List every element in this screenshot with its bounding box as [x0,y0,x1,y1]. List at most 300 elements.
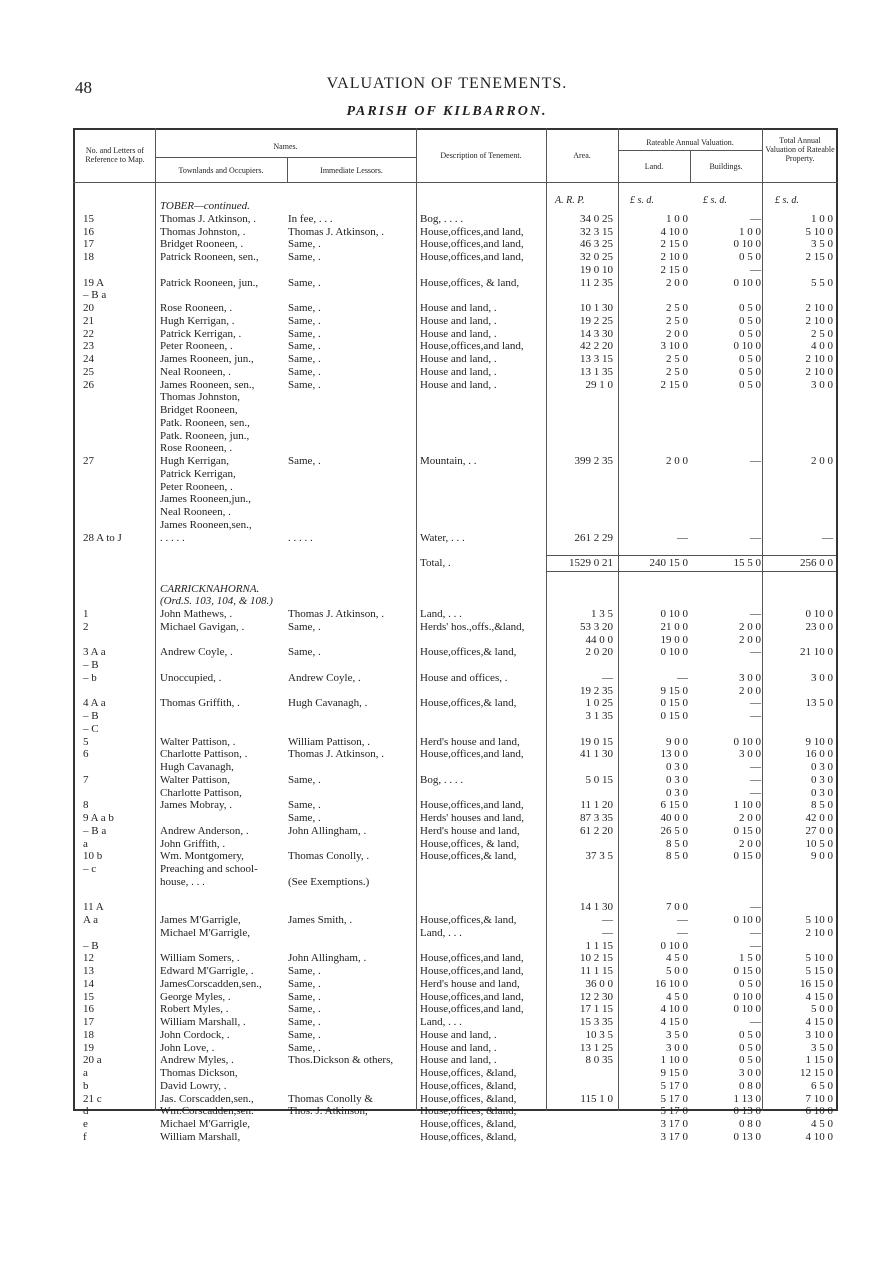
land-value-cell: 3 17 0 [660,1130,688,1143]
lessor-cell: Thomas J. Atkinson, . [288,608,384,620]
buildings-value-cell: 0 5 0 [739,353,761,365]
occupier-cell: Unoccupied, . [160,671,222,684]
description-cell: House and land, . [420,353,497,365]
description-cell: House,offices,and land, [420,225,524,238]
buildings-value-cell: 0 15 0 [733,824,761,837]
description-cell: House,offices, &land, [420,1092,517,1105]
row-ref: – B [83,710,99,722]
area-cell: 53 3 20 [580,620,613,633]
lessor-cell: Andrew Coyle, . [288,671,361,684]
land-value-cell: — [677,926,688,939]
occupier-cell: Wm. Montgomery, [160,850,244,863]
row-ref: d [83,1105,89,1118]
land-value-cell: 0 15 0 [660,697,688,710]
occupier-cell: Hugh Cavanagh, [160,761,234,773]
buildings-value-cell: — [750,263,761,276]
buildings-value-cell: 3 0 0 [739,1067,761,1079]
total-value-cell: 2 5 0 [811,327,833,340]
land-value-cell: 2 15 0 [660,378,688,391]
row-ref: 24 [83,353,94,365]
table-row [75,978,835,991]
occupier-cell: Walter Pattison, . [160,735,236,748]
occupier-cell: James Mobray, . [160,799,232,812]
occupier-cell: David Lowry, . [160,1079,227,1092]
row-ref: b [83,1079,89,1092]
total-value-cell: 8 5 0 [811,799,833,812]
land-value-cell: 2 15 0 [660,263,688,276]
occupier-cell: James Rooneen,jun., [160,493,252,506]
land-value-cell: 19 0 0 [660,633,688,646]
occupier-cell: John Cordock, . [160,1028,230,1041]
occupier-cell: Peter Rooneen, . [160,340,233,353]
area-cell: — [602,671,613,684]
description-cell: House,offices,and land, [420,340,524,353]
lessor-cell: Same, . [288,990,321,1003]
lessor-cell: Same, . [288,378,321,391]
occupier-cell: Thomas Dickson, [160,1067,238,1079]
lessor-cell: Same, . [288,1028,321,1041]
page-number: 48 [75,78,92,97]
table-row [75,812,835,825]
buildings-value-cell: 0 5 0 [739,1041,761,1054]
description-cell: Herds' hos.,offs.,&land, [420,620,525,633]
row-ref: 12 [83,952,94,965]
table-row [75,787,835,800]
area-cell: 41 1 30 [580,748,613,761]
table-row [75,659,835,672]
row-ref: a [83,1067,88,1079]
row-ref: A a [83,914,98,926]
buildings-value-cell: 0 5 0 [739,977,761,990]
lessor-cell: Same, . [288,1016,321,1028]
occupier-cell: Preaching and school- [160,863,258,875]
buildings-value-cell: 1 13 0 [733,1092,761,1105]
row-ref: 21 c [83,1092,102,1105]
parish-title: PARISH OF KILBARRON. [346,104,548,119]
area-cell: 14 1 30 [580,901,613,914]
row-ref: 15 [83,990,94,1003]
area-cell: 3 1 35 [585,710,613,722]
buildings-value-cell: 3 0 0 [739,671,761,684]
land-units: £ s. d. [630,195,654,206]
area-cell: 29 1 0 [585,378,613,391]
total-value-cell: 0 3 0 [811,773,833,786]
area-cell: 14 3 30 [580,327,613,340]
land-value-cell: 240 15 0 [649,557,688,569]
occupier-cell: Andrew Anderson, . [160,824,249,837]
lessor-cell: Same, . [288,1003,321,1016]
table-row [75,736,835,749]
land-value-cell: 2 5 0 [666,353,688,365]
lessor-cell: Thos. J. Atkinson, [288,1105,368,1118]
land-value-cell: 4 15 0 [660,1016,688,1028]
land-value-cell: 8 5 0 [666,850,688,863]
total-value-cell: 5 0 0 [811,1003,833,1016]
header-description: Description of Tenement. [440,151,522,160]
row-ref: 18 [83,1028,94,1041]
total-value-cell: 2 10 0 [805,926,833,939]
total-value-cell: 5 10 0 [805,225,833,238]
table-row [75,1080,835,1093]
table-row [75,723,835,736]
total-value-cell: 16 15 0 [800,977,833,990]
description-cell: House,offices,& land, [420,850,517,863]
lessor-cell: Same, . [288,251,321,263]
description-cell: House,offices, &land, [420,1118,517,1130]
description-cell: House,offices, &land, [420,1105,517,1118]
occupier-cell: Neal Rooneen, . [160,506,231,518]
description-cell: House and land, . [420,365,497,378]
table-row [75,799,835,812]
description-cell: House and land, . [420,1041,497,1054]
lessor-cell: Same, . [288,965,321,977]
table-row [75,366,835,379]
buildings-value-cell: 3 0 0 [739,748,761,761]
total-value-cell: 4 5 0 [811,1118,833,1130]
area-cell: 36 0 0 [585,977,613,990]
description-cell: House and land, . [420,327,497,340]
table-row [75,1042,835,1055]
buildings-value-cell: 0 10 0 [733,914,761,926]
occupier-cell: Michael M'Garrigle, [160,926,250,939]
row-ref: 19 A [83,276,105,289]
area-cell: 15 3 35 [580,1016,613,1028]
row-ref: – c [83,863,97,875]
area-cell: 13 1 25 [580,1041,613,1054]
header-area: Area. [573,151,591,160]
area-cell: 61 2 20 [580,824,613,837]
total-value-cell: 4 0 0 [811,340,833,353]
occupier-cell: James Rooneen,sen., [160,518,252,531]
total-value-cell: 256 0 0 [800,557,833,569]
description-cell: Herd's house and land, [420,824,520,837]
total-value-cell: 6 10 0 [805,1105,833,1118]
total-value-cell: 5 10 0 [805,952,833,965]
total-value-cell: 4 15 0 [805,1016,833,1028]
total-value-cell: 0 3 0 [811,761,833,773]
lessor-cell: (See Exemptions.) [288,875,370,888]
buildings-value-cell: 0 5 0 [739,314,761,327]
total-value-cell: 6 5 0 [811,1079,833,1092]
description-cell: House,offices, &land, [420,1130,517,1143]
buildings-value-cell: 0 13 0 [733,1105,761,1118]
land-value-cell: 26 5 0 [660,824,688,837]
table-row [75,685,835,698]
land-value-cell: 3 17 0 [660,1118,688,1130]
table-row [75,302,835,315]
row-ref: a [83,837,88,850]
header-rateable: Rateable Annual Valuation. [646,138,734,147]
row-ref: 7 [83,773,89,786]
occupier-cell: CARRICKNAHORNA. [160,582,260,595]
table-row [75,481,835,494]
area-cell: 19 0 10 [580,263,613,276]
area-cell: 11 1 15 [580,965,613,977]
land-value-cell: 0 10 0 [660,646,688,659]
table-row [75,1067,835,1080]
buildings-value-cell: 0 8 0 [739,1118,761,1130]
occupier-cell: James Rooneen, jun., [160,353,254,365]
area-cell: 11 1 20 [580,799,613,812]
lessor-cell: William Pattison, . [288,735,371,748]
table-row [75,914,835,927]
buildings-value-cell: 0 5 0 [739,251,761,263]
occupier-cell: Thomas Johnston, . [160,225,246,238]
occupier-cell: George Myles, . [160,990,231,1003]
land-value-cell: 6 15 0 [660,799,688,812]
occupier-cell: Edward M'Garrigle, . [160,965,254,977]
area-cell: 46 3 25 [580,238,613,251]
land-value-cell: 9 15 0 [660,1067,688,1079]
total-value-cell: 21 10 0 [800,646,833,659]
row-ref: 21 [83,314,94,327]
table-row [75,1016,835,1029]
area-cell: 11 2 35 [580,276,613,289]
row-ref: 20 [83,302,94,314]
occupier-cell: Bridget Rooneen, . [160,238,244,251]
buildings-value-cell: — [750,773,761,786]
lessor-cell: Thos.Dickson & others, [288,1054,394,1067]
description-cell: Land, . . . [420,608,462,620]
total-value-cell: 42 0 0 [805,812,833,824]
occupier-cell: Hugh Kerrigan, [160,455,230,467]
buildings-value-cell: — [750,710,761,722]
buildings-value-cell: — [750,608,761,620]
occupier-cell: house, . . . [160,875,205,888]
description-cell: House,offices,& land, [420,697,517,710]
buildings-units: £ s. d. [703,195,727,206]
table-row [75,340,835,353]
lessor-cell: Hugh Cavanagh, . [288,697,368,710]
total-value-cell: 5 10 0 [805,914,833,926]
row-ref: 2 [83,620,89,633]
area-cell: 42 2 20 [580,340,613,353]
row-ref: f [83,1130,87,1143]
land-value-cell: 0 10 0 [660,939,688,952]
table-row [75,519,835,532]
row-ref: 27 [83,455,94,467]
total-value-cell: 2 10 0 [805,353,833,365]
buildings-value-cell: — [750,1016,761,1028]
description-cell: House,offices,and land, [420,965,524,977]
occupier-cell: TOBER—continued. [160,200,250,212]
table-row [75,825,835,838]
header-total: Total Annual Valuation of Rateable Property. [765,136,835,163]
lessor-cell: Same, . [288,455,321,467]
header-bottom-rule [73,182,838,183]
table-row [75,621,835,634]
table-row [75,889,835,902]
buildings-value-cell: 0 10 0 [733,276,761,289]
table-row [75,748,835,761]
header-divider [155,157,416,158]
area-cell: 261 2 29 [574,531,613,544]
lessor-cell: Thomas Conolly & [288,1092,373,1105]
table-row [75,697,835,710]
land-value-cell: — [677,671,688,684]
buildings-value-cell: 15 5 0 [733,557,761,569]
table-row [75,430,835,443]
total-value-cell: — [822,531,833,544]
row-ref: – B a [83,289,107,302]
description-cell: Bog, . . . . [420,212,464,225]
area-cell: 1 1 15 [585,939,613,952]
buildings-value-cell: — [750,212,761,225]
area-cell: 44 0 0 [585,633,613,646]
buildings-value-cell: 0 10 0 [733,735,761,748]
occupier-cell: Rose Rooneen, . [160,442,233,455]
buildings-value-cell: — [750,531,761,544]
description-cell: House and land, . [420,1028,497,1041]
buildings-value-cell: 0 5 0 [739,365,761,378]
row-ref: 4 A a [83,697,106,710]
total-value-cell: 1 0 0 [811,212,833,225]
description-cell: House,offices,and land, [420,990,524,1003]
land-value-cell: 2 5 0 [666,314,688,327]
description-cell: House,offices, &land, [420,1067,517,1079]
table-row [75,1118,835,1131]
lessor-cell: Same, . [288,620,321,633]
description-cell: House,offices,and land, [420,952,524,965]
table-row [75,557,835,570]
description-cell: Herds' houses and land, [420,812,525,824]
occupier-cell: Charlotte Pattison, [160,786,242,799]
table-row [75,264,835,277]
occupier-cell: Peter Rooneen, . [160,480,233,493]
land-value-cell: 21 0 0 [660,620,688,633]
table-row [75,991,835,1004]
area-cell: 87 3 35 [580,812,613,824]
occupier-cell: Patrick Kerrigan, . [160,327,242,340]
land-value-cell: 2 5 0 [666,302,688,314]
lessor-cell: Same, . [288,327,321,340]
total-value-cell: 0 3 0 [811,786,833,799]
lessor-cell: Same, . [288,799,321,812]
header-land: Land. [644,162,664,171]
table-row [75,1003,835,1016]
land-value-cell: 5 17 0 [660,1092,688,1105]
description-cell: Herd's house and land, [420,735,520,748]
description-cell: House,offices,and land, [420,251,524,263]
buildings-value-cell: 0 8 0 [739,1079,761,1092]
buildings-value-cell: 0 10 0 [733,340,761,353]
description-cell: House,offices,& land, [420,646,517,659]
area-cell: 5 0 15 [585,773,613,786]
row-ref: 14 [83,977,94,990]
table-row [75,608,835,621]
lessor-cell: Same, . [288,353,321,365]
row-ref: – B a [83,824,107,837]
description-cell: House,offices,& land, [420,914,517,926]
occupier-cell: Robert Myles, . [160,1003,229,1016]
total-value-cell: 12 15 0 [800,1067,833,1079]
table-row [75,493,835,506]
description-cell: Water, . . . [420,531,465,544]
occupier-cell: Thomas Griffith, . [160,697,240,710]
land-value-cell: 0 3 0 [666,761,688,773]
occupier-cell: Thomas J. Atkinson, . [160,212,256,225]
occupier-cell: Patk. Rooneen, sen., [160,416,250,429]
occupier-cell: JamesCorscadden,sen., [160,977,262,990]
table-row [75,1131,835,1144]
row-ref: 20 a [83,1054,102,1067]
table-row [75,672,835,685]
lessor-cell: John Allingham, . [288,952,367,965]
total-value-cell: 13 5 0 [805,697,833,710]
land-value-cell: 3 10 0 [660,340,688,353]
total-rule [546,555,836,556]
buildings-value-cell: 0 13 0 [733,1130,761,1143]
row-ref: 9 A a b [83,812,114,824]
area-cell: 1 0 25 [585,697,613,710]
land-value-cell: 5 0 0 [666,965,688,977]
total-value-cell: 2 15 0 [805,251,833,263]
occupier-cell: Walter Pattison, [160,773,230,786]
table-row [75,583,835,596]
buildings-value-cell: 0 5 0 [739,302,761,314]
total-value-cell: 4 15 0 [805,990,833,1003]
description-cell: House,offices, & land, [420,276,520,289]
row-ref: 22 [83,327,94,340]
table-row [75,570,835,583]
table-row [75,251,835,264]
description-cell: Herd's house and land, [420,977,520,990]
occupier-cell: James Rooneen, sen., [160,378,255,391]
occupier-cell: Neal Rooneen, . [160,365,231,378]
land-value-cell: 3 5 0 [666,1028,688,1041]
row-ref: – B [83,659,99,671]
area-units: A. R. P. [555,195,585,206]
land-value-cell: 9 0 0 [666,735,688,748]
buildings-value-cell: 0 5 0 [739,327,761,340]
row-ref: 5 [83,735,89,748]
occupier-cell: . . . . . [160,531,185,544]
table-row [75,379,835,392]
table-row [75,328,835,341]
land-value-cell: 0 10 0 [660,608,688,620]
buildings-value-cell: 0 10 0 [733,990,761,1003]
row-ref: 6 [83,748,89,761]
table-row [75,710,835,723]
land-value-cell: 5 17 0 [660,1079,688,1092]
land-value-cell: 2 0 0 [666,276,688,289]
buildings-value-cell: — [750,697,761,710]
land-value-cell: 9 15 0 [660,684,688,697]
table-row [75,863,835,876]
occupier-cell: Andrew Myles, . [160,1054,234,1067]
occupier-cell: John Mathews, . [160,608,233,620]
land-value-cell: 0 3 0 [666,773,688,786]
table-row [75,277,835,290]
row-ref: 16 [83,225,94,238]
header-townlands: Townlands and Occupiers. [178,166,264,175]
buildings-value-cell: 0 15 0 [733,965,761,977]
land-value-cell: 4 10 0 [660,1003,688,1016]
lessor-cell: Same, . [288,365,321,378]
total-value-cell: 3 5 0 [811,1041,833,1054]
table-row [75,417,835,430]
header-divider [618,150,762,151]
total-value-cell: 5 5 0 [811,276,833,289]
description-cell: House,offices, &land, [420,1079,517,1092]
lessor-cell: Thomas J. Atkinson, . [288,748,384,761]
description-cell: House,offices, & land, [420,837,520,850]
description-cell: House,offices,and land, [420,748,524,761]
header-lessors: Immediate Lessors. [320,166,383,175]
row-ref: 17 [83,1016,94,1028]
lessor-cell: Same, . [288,238,321,251]
total-value-cell: 3 0 0 [811,378,833,391]
